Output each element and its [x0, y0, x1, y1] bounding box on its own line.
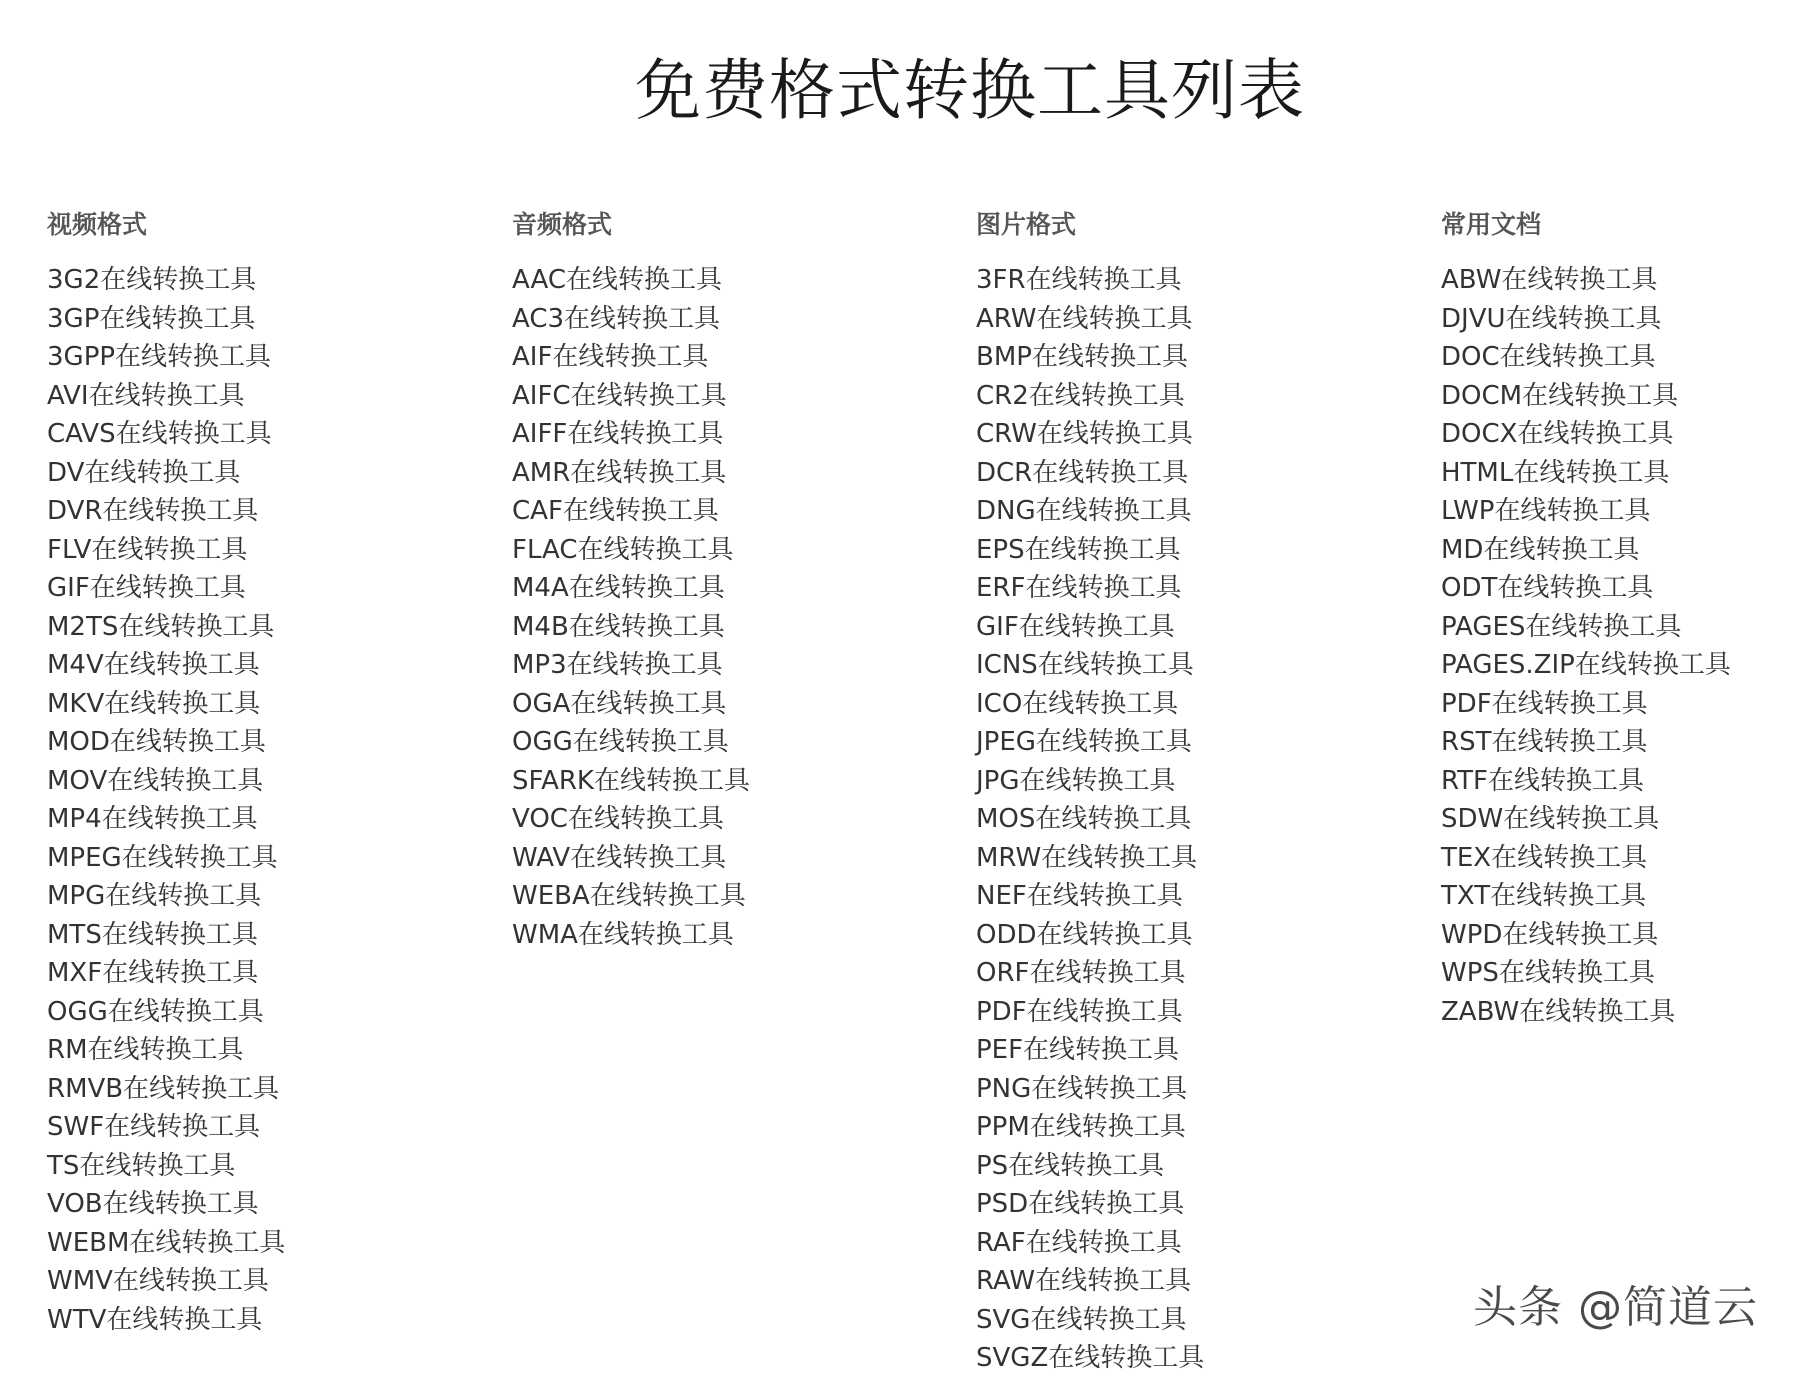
tool-link[interactable]: SVGZ在线转换工具 — [976, 1343, 1205, 1373]
tool-link[interactable]: PAGES.ZIP在线转换工具 — [1441, 650, 1731, 680]
tool-link[interactable]: 3G2在线转换工具 — [47, 265, 257, 295]
tool-link[interactable]: PSD在线转换工具 — [976, 1189, 1185, 1219]
tool-link[interactable]: DOC在线转换工具 — [1441, 342, 1656, 372]
column-heading-video: 视频格式 — [47, 210, 148, 239]
tool-link[interactable]: 3FR在线转换工具 — [976, 265, 1182, 295]
tool-link[interactable]: RAW在线转换工具 — [976, 1266, 1192, 1296]
tool-link[interactable]: RAF在线转换工具 — [976, 1227, 1182, 1258]
tool-link[interactable]: WPD在线转换工具 — [1441, 919, 1659, 950]
tool-link[interactable]: MPG在线转换工具 — [47, 881, 262, 911]
tool-link[interactable]: M4A在线转换工具 — [512, 573, 725, 603]
tool-link[interactable]: M4B在线转换工具 — [512, 611, 725, 642]
tool-link[interactable]: SVG在线转换工具 — [976, 1304, 1187, 1335]
column-heading-document: 常用文档 — [1441, 210, 1542, 239]
tool-link[interactable]: VOC在线转换工具 — [512, 804, 724, 834]
tool-link[interactable]: GIF在线转换工具 — [47, 573, 246, 603]
tool-link[interactable]: ZABW在线转换工具 — [1441, 996, 1676, 1027]
tool-link[interactable]: AIFC在线转换工具 — [512, 380, 727, 411]
page-title: 免费格式转换工具列表 — [635, 52, 1305, 129]
tool-link[interactable]: NEF在线转换工具 — [976, 881, 1183, 911]
tool-link[interactable]: RM在线转换工具 — [47, 1035, 244, 1065]
column-heading-audio: 音频格式 — [512, 210, 613, 239]
tool-link[interactable]: BMP在线转换工具 — [976, 342, 1188, 372]
tool-link[interactable]: DVR在线转换工具 — [47, 496, 259, 526]
format-columns — [47, 205, 1767, 1375]
tool-link[interactable]: PAGES在线转换工具 — [1441, 611, 1682, 642]
column-image-formats — [976, 205, 1416, 1378]
tool-link[interactable]: CAVS在线转换工具 — [47, 419, 272, 449]
tool-link[interactable]: MOV在线转换工具 — [47, 765, 264, 796]
tool-link[interactable]: 3GP在线转换工具 — [47, 303, 256, 334]
tool-link[interactable]: RST在线转换工具 — [1441, 727, 1648, 757]
tool-link[interactable]: ODT在线转换工具 — [1441, 573, 1654, 603]
column-audio-formats — [512, 205, 952, 954]
tool-link[interactable]: MP4在线转换工具 — [47, 804, 258, 834]
tool-link[interactable]: SWF在线转换工具 — [47, 1112, 261, 1142]
tool-link[interactable]: WMA在线转换工具 — [512, 919, 734, 950]
tool-link[interactable]: MD在线转换工具 — [1441, 534, 1640, 565]
tool-link[interactable]: DV在线转换工具 — [47, 457, 241, 488]
tool-link[interactable]: DOCM在线转换工具 — [1441, 380, 1679, 411]
tool-link[interactable]: MOS在线转换工具 — [976, 804, 1192, 834]
tool-link[interactable]: AC3在线转换工具 — [512, 303, 721, 334]
column-video-formats — [47, 205, 487, 1339]
tool-link[interactable]: ORF在线转换工具 — [976, 958, 1186, 988]
tool-link[interactable]: LWP在线转换工具 — [1441, 496, 1651, 526]
tool-link[interactable]: ICNS在线转换工具 — [976, 650, 1194, 680]
tool-link[interactable]: RTF在线转换工具 — [1441, 765, 1645, 796]
tool-link[interactable]: SDW在线转换工具 — [1441, 804, 1660, 834]
tool-link[interactable]: MPEG在线转换工具 — [47, 842, 278, 873]
tool-link[interactable]: ODD在线转换工具 — [976, 919, 1193, 950]
tool-link[interactable]: DOCX在线转换工具 — [1441, 419, 1674, 449]
tool-link[interactable]: GIF在线转换工具 — [976, 611, 1175, 642]
tool-link[interactable]: ERF在线转换工具 — [976, 573, 1182, 603]
tool-link[interactable]: PDF在线转换工具 — [1441, 688, 1648, 719]
tool-link[interactable]: DNG在线转换工具 — [976, 496, 1192, 526]
tool-link[interactable]: WMV在线转换工具 — [47, 1266, 269, 1296]
watermark: 头条 @简道云 — [1473, 1282, 1758, 1333]
tool-link[interactable]: RMVB在线转换工具 — [47, 1073, 280, 1104]
tool-link[interactable]: SFARK在线转换工具 — [512, 765, 750, 796]
tool-link[interactable]: ARW在线转换工具 — [976, 303, 1193, 334]
tool-link[interactable]: AMR在线转换工具 — [512, 457, 727, 488]
tool-link[interactable]: WTV在线转换工具 — [47, 1304, 263, 1335]
tool-list-video — [47, 261, 487, 1339]
tool-link[interactable]: DCR在线转换工具 — [976, 457, 1189, 488]
tool-link[interactable]: AIF在线转换工具 — [512, 342, 709, 372]
tool-link[interactable]: ABW在线转换工具 — [1441, 265, 1658, 295]
tool-link[interactable]: OGG在线转换工具 — [47, 996, 264, 1027]
tool-link[interactable]: MTS在线转换工具 — [47, 919, 258, 950]
tool-list-audio — [512, 261, 952, 954]
tool-link[interactable]: JPG在线转换工具 — [976, 765, 1176, 796]
tool-link[interactable]: CAF在线转换工具 — [512, 496, 719, 526]
tool-link[interactable]: MKV在线转换工具 — [47, 688, 261, 719]
tool-link[interactable]: ICO在线转换工具 — [976, 688, 1179, 719]
tool-link[interactable]: WEBA在线转换工具 — [512, 881, 746, 911]
tool-link[interactable]: HTML在线转换工具 — [1441, 457, 1670, 488]
tool-link[interactable]: PPM在线转换工具 — [976, 1112, 1186, 1142]
tool-link[interactable]: MP3在线转换工具 — [512, 650, 723, 680]
tool-list-document — [1441, 261, 1798, 1031]
tool-link[interactable]: PDF在线转换工具 — [976, 996, 1183, 1027]
tool-link[interactable]: WEBM在线转换工具 — [47, 1227, 286, 1258]
tool-link[interactable]: FLV在线转换工具 — [47, 534, 248, 565]
tool-link[interactable]: PEF在线转换工具 — [976, 1035, 1180, 1065]
tool-link[interactable]: MOD在线转换工具 — [47, 727, 266, 757]
tool-link[interactable]: TEX在线转换工具 — [1441, 842, 1648, 873]
tool-link[interactable]: OGA在线转换工具 — [512, 688, 727, 719]
tool-link[interactable]: AVI在线转换工具 — [47, 380, 245, 411]
tool-link[interactable]: WAV在线转换工具 — [512, 842, 727, 873]
tool-link[interactable]: M2TS在线转换工具 — [47, 611, 275, 642]
column-heading-image: 图片格式 — [976, 210, 1077, 239]
tool-link[interactable]: VOB在线转换工具 — [47, 1189, 259, 1219]
tool-link[interactable]: TXT在线转换工具 — [1441, 881, 1647, 911]
tool-link[interactable]: M4V在线转换工具 — [47, 650, 260, 680]
tool-link[interactable]: JPEG在线转换工具 — [976, 727, 1192, 757]
tool-link[interactable]: FLAC在线转换工具 — [512, 534, 734, 565]
tool-link[interactable]: WPS在线转换工具 — [1441, 958, 1655, 988]
tool-list-image — [976, 261, 1416, 1378]
tool-link[interactable]: 3GPP在线转换工具 — [47, 342, 272, 372]
column-document-formats — [1441, 205, 1798, 1031]
tool-link[interactable]: DJVU在线转换工具 — [1441, 303, 1662, 334]
tool-link[interactable]: PS在线转换工具 — [976, 1150, 1165, 1181]
tool-link[interactable]: AIFF在线转换工具 — [512, 419, 724, 449]
tool-link[interactable]: CR2在线转换工具 — [976, 380, 1185, 411]
tool-link[interactable]: AAC在线转换工具 — [512, 265, 722, 295]
tool-link[interactable]: TS在线转换工具 — [47, 1150, 236, 1181]
tool-link[interactable]: OGG在线转换工具 — [512, 727, 729, 757]
tool-link[interactable]: CRW在线转换工具 — [976, 419, 1193, 449]
tool-link[interactable]: EPS在线转换工具 — [976, 534, 1181, 565]
tool-link[interactable]: MXF在线转换工具 — [47, 958, 259, 988]
tool-link[interactable]: MRW在线转换工具 — [976, 842, 1198, 873]
tool-link[interactable]: PNG在线转换工具 — [976, 1073, 1188, 1104]
